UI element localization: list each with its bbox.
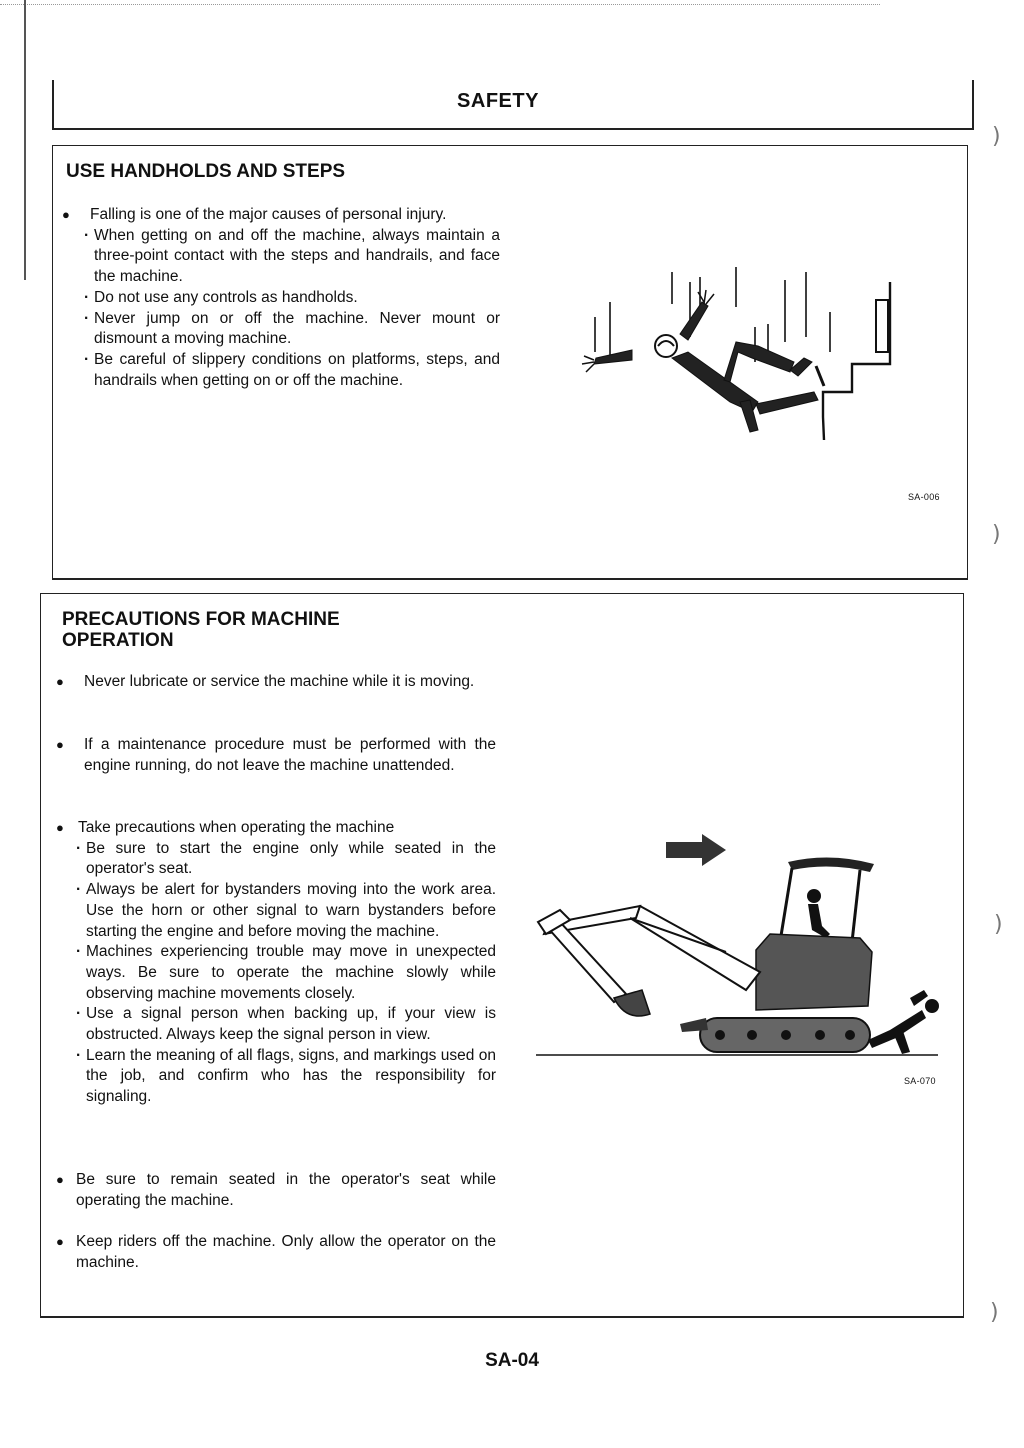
- sub-item: · Use a signal person when backing up, if your view is obstructed. Always keep the signal person in view.: [74, 1004, 496, 1045]
- falling-person-illustration: [580, 262, 910, 452]
- bullet-text: Take precautions when operating the machine: [78, 819, 395, 836]
- sub-item: · Be careful of slippery conditions on platforms, steps, and handrails when getting on or off the machine.: [82, 350, 500, 391]
- direction-arrow-icon: [666, 834, 726, 866]
- bullet-dot-icon: ●: [56, 674, 64, 689]
- list-item: [56, 1232, 496, 1273]
- section2-body-4: [56, 1170, 496, 1211]
- list-item: [62, 205, 500, 226]
- section2-body-2: [56, 735, 496, 776]
- bullet-dot-icon: ●: [56, 1172, 64, 1187]
- section2-body-5: [56, 1232, 496, 1273]
- bullet-text: Be sure to remain seated in the operator's seat while operating the machine.: [76, 1171, 496, 1209]
- section2-body-1: [56, 672, 496, 693]
- bullet-text: Never lubricate or service the machine while it is moving.: [84, 673, 475, 690]
- scan-left-edge: [24, 0, 26, 280]
- bullet-dot-icon: ●: [56, 820, 64, 835]
- list-item: [56, 1170, 496, 1211]
- sub-item: · Do not use any controls as handholds.: [82, 288, 500, 309]
- margin-mark-3: ): [994, 912, 1003, 937]
- figure-label-sa070: SA-070: [904, 1076, 936, 1086]
- section-title-operation-line1: PRECAUTIONS FOR MACHINE: [62, 609, 340, 630]
- section1-body: [62, 205, 500, 391]
- page-header-title: SAFETY: [457, 90, 539, 112]
- bullet-text: Falling is one of the major causes of personal injury.: [90, 206, 447, 223]
- bullet-dot-icon: ●: [56, 1234, 64, 1249]
- section-title-handholds: USE HANDHOLDS AND STEPS: [66, 161, 346, 182]
- section-title-operation-line2: OPERATION: [62, 630, 174, 651]
- sub-item: · Machines experiencing trouble may move in unexpected ways. Be sure to operate the machine slowly while observing machine movements closely.: [74, 942, 496, 1004]
- bullet-dot-icon: ●: [62, 207, 70, 222]
- sub-item: · Always be alert for bystanders moving into the work area. Use the horn or other signal to warn bystanders before starting the engine and before moving the machine.: [74, 880, 496, 942]
- margin-mark-1: ): [992, 124, 1001, 149]
- bullet-dot-icon: ●: [56, 737, 64, 752]
- list-item: [56, 735, 496, 776]
- bullet-text: Keep riders off the machine. Only allow the operator on the machine.: [76, 1233, 496, 1271]
- sub-item: · Never jump on or off the machine. Never mount or dismount a moving machine.: [82, 309, 500, 350]
- list-item: [56, 818, 496, 839]
- sub-item: · Learn the meaning of all flags, signs, and markings used on the job, and confirm who has the responsibility for signaling.: [74, 1046, 496, 1108]
- sub-item: · When getting on and off the machine, always maintain a three-point contact with the steps and handrails, and face the machine.: [82, 226, 500, 288]
- margin-mark-4: ): [990, 1300, 999, 1325]
- sub-item: · Be sure to start the engine only while seated in the operator's seat.: [74, 839, 496, 880]
- margin-mark-2: ): [992, 522, 1001, 547]
- page-number: SA-04: [485, 1350, 539, 1371]
- section2-body-3: [56, 818, 496, 1108]
- mini-excavator-illustration: [530, 822, 945, 1067]
- figure-label-sa006: SA-006: [908, 492, 940, 502]
- list-item: [56, 672, 496, 693]
- scan-top-border: [0, 4, 880, 5]
- bullet-text: If a maintenance procedure must be performed with the engine running, do not leave the machine unattended.: [84, 736, 496, 774]
